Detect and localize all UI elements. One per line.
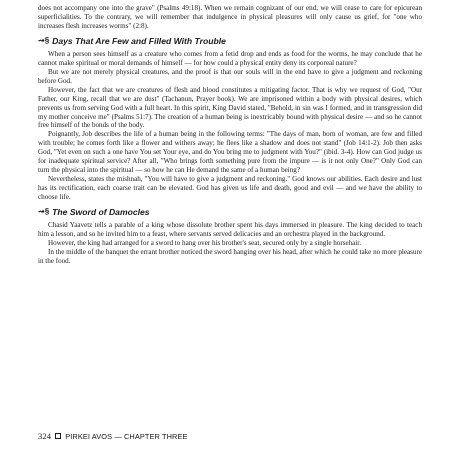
page-number: 324 <box>38 431 52 441</box>
paragraph: But we are not merely physical creatures, and the proof is that our souls will in the end have to give a judgment and reckoning before God. <box>38 67 422 85</box>
section-heading-text: The Sword of Damocles <box>52 207 150 218</box>
paragraph: In the middle of the banquet the errant brother noticed the sword hanging over his head, after which he could take no more pleasure in the food. <box>38 247 422 265</box>
paragraph: Poignantly, Job describes the life of a human being in the following terms: "The days of man, born of woman, are few and filled with trouble; he comes forth like a flower and withers away; he flees like a shadow and does not stand" (Job 14:1-2). Job then asks God, "Yet even on such a one have You set Your eye, and do You bring me to judgment with You?" (ibid. 3-4). How can God judge us for inadequate spiritual service? After all, "Who brings forth something pure from the impure — is it not only One?" Only God can turn the physical into the spiritual — so how he can He demand the same of a human being? <box>38 130 422 175</box>
square-ornament-icon <box>55 433 61 439</box>
section-heading-text: Days That Are Few and Filled With Trouble <box>52 35 226 46</box>
paragraph: does not accompany one into the grave" (Psalms 49:18). When we remain cognizant of our end, we will cease to care for epicurean superficialities. To the contrary, we will remember that indulgence in physical pleasures will only cause us grief, for "one who increases flesh increases worms" (2:8). <box>38 4 422 30</box>
paragraph: However, the fact that we are creatures of flesh and blood constitutes a mitigating factor. That is why we request of God, "Our Father, our King, recall that we are dust" (Tachanun, Prayer book). We are imprisoned within a body with physical desires, which prevents us from serving God with a full heart. In this spirit, King David stated, "Behold, in sin was I formed, and in transgression did my mother conceive me" (Psalms 51:7). The creation of a human being is inextricably bound with physical desire — and so he cannot free himself of the bonds of the body. <box>38 85 422 130</box>
running-title: PIRKEI AVOS — CHAPTER THREE <box>65 431 188 441</box>
section-symbol-icon: ⇝§ <box>38 35 50 45</box>
section-symbol-icon: ⇝§ <box>38 207 50 217</box>
paragraph: Nevertheless, states the mishnah, "You will have to give a judgment and reckoning." God knows our abilities. Each desire and lust has its rectification, each coarse trait can be elevated. God has given us life and death, good and evil — and we have the ability to choose life. <box>38 175 422 202</box>
paragraph: Chasid Yaavetz tells a parable of a king whose dissolute brother spent his days immersed in pleasure. The king decided to teach him a lesson, and so he invited him to a feast, where servants served delicacies and an orchestra played in the background. <box>38 221 422 239</box>
page-footer <box>38 431 188 441</box>
paragraph: When a person sees himself as a creature who comes from a fetid drop and ends as food for the worms, he may conclude that he cannot make spiritual or moral demands of himself — for how could a physical entity deny its corporeal nature? <box>38 49 422 67</box>
paragraph: However, the king had arranged for a sword to hang over his brother's seat, secured only by a single horsehair. <box>48 238 362 247</box>
section-heading <box>38 207 422 217</box>
section-heading <box>38 36 422 46</box>
